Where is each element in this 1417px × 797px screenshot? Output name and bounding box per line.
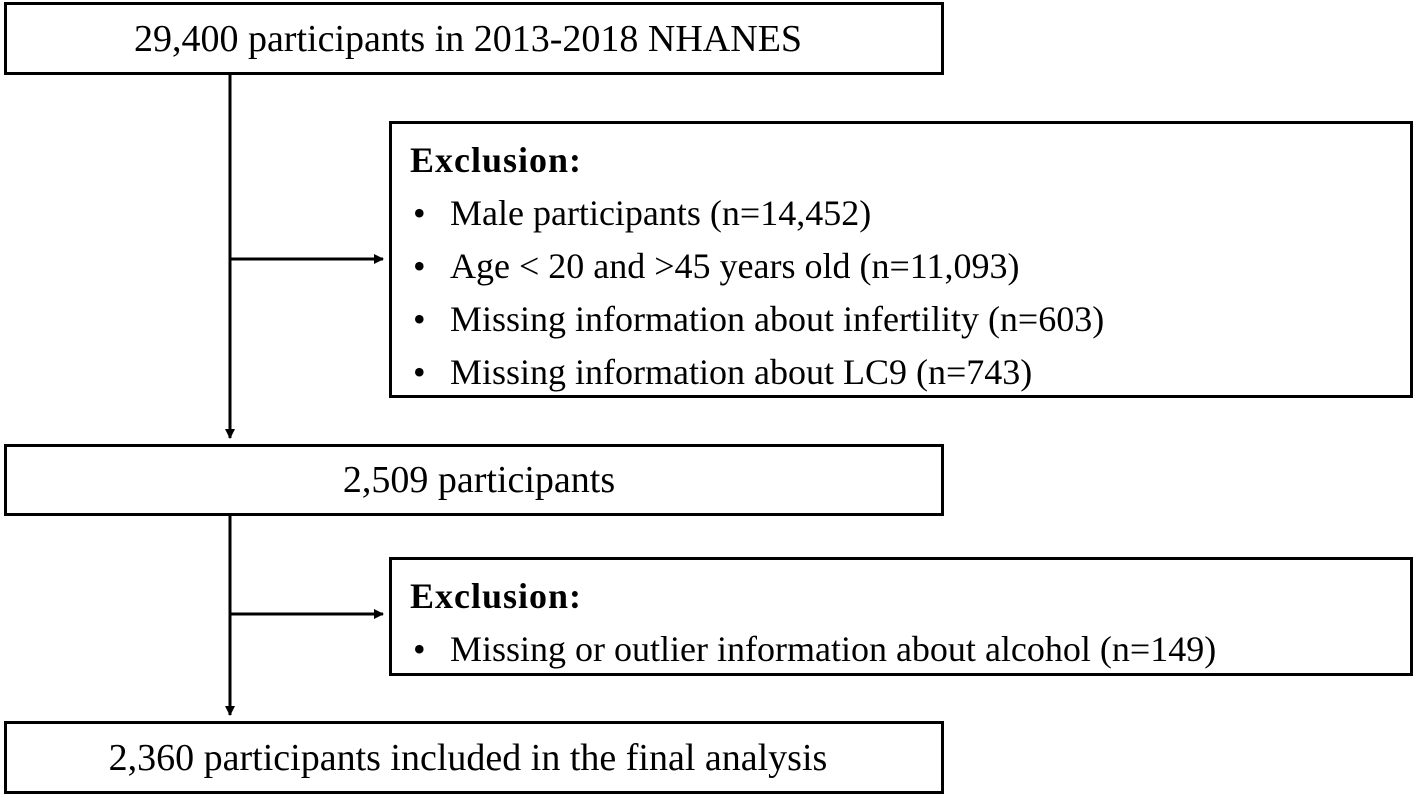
exclusion-item <box>410 240 1410 293</box>
start-population-text: 29,400 participants in 2013-2018 NHANES <box>133 17 803 60</box>
bullet-icon: • <box>413 193 426 233</box>
exclusion-item <box>410 623 1410 676</box>
exclusion-heading: Exclusion: <box>410 576 583 616</box>
exclusion-item-text: Missing or outlier information about alcohol (n=149) <box>450 629 1217 669</box>
bullet-icon: • <box>413 629 426 669</box>
exclusion-list <box>410 187 1410 399</box>
exclusion-item <box>410 187 1410 240</box>
exclusion-list <box>410 623 1410 676</box>
intermediate-population-box <box>4 444 944 516</box>
start-population-box <box>4 2 944 75</box>
exclusion-item-text: Male participants (n=14,452) <box>450 193 872 233</box>
exclusion-box-2 <box>389 557 1413 676</box>
bullet-icon: • <box>413 246 426 286</box>
exclusion-item-text: Age < 20 and >45 years old (n=11,093) <box>450 246 1020 286</box>
exclusion-heading: Exclusion: <box>410 140 583 180</box>
exclusion-item <box>410 346 1410 399</box>
exclusion-item <box>410 293 1410 346</box>
final-population-box <box>4 721 944 794</box>
bullet-icon: • <box>413 352 426 392</box>
final-population-text: 2,360 participants included in the final analysis <box>108 736 828 779</box>
intermediate-population-text: 2,509 participants <box>342 459 616 501</box>
exclusion-item-text: Missing information about infertility (n=603) <box>450 299 1105 339</box>
bullet-icon: • <box>413 299 426 339</box>
exclusion-item-text: Missing information about LC9 (n=743) <box>450 352 1033 392</box>
exclusion-box-1 <box>389 121 1413 398</box>
